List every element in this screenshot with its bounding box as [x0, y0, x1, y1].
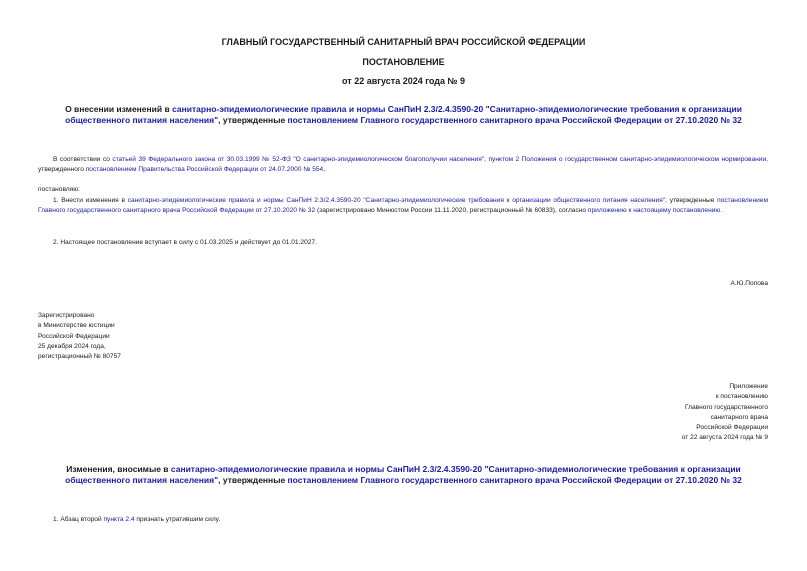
registration-line: 25 декабря 2024 года, — [38, 342, 106, 350]
appendix-resolution-link[interactable]: постановлением Главного государственного санитарного врача Российской Федерации от 27.10.2020 № 32 — [287, 475, 742, 485]
item-1-paragraph — [38, 196, 768, 216]
change-1-paragraph — [38, 515, 768, 525]
appendix-sanpin-link[interactable]: санитарно-эпидемиологические правила и нормы СанПиН 2.3/2.4.3590-20 "Санитарно-эпидемиологические требования к организации общественного питания населения" — [65, 464, 741, 485]
registration-line: в Министерстве юстиции — [38, 322, 115, 330]
appendix-link[interactable]: приложению к настоящему постановлению — [587, 207, 721, 214]
item1-text-4: . — [720, 207, 723, 214]
title-prefix: О внесении изменений в — [65, 104, 173, 114]
doc-type-heading: ПОСТАНОВЛЕНИЕ — [362, 57, 445, 67]
change1-text-2: признать утратившим силу. — [134, 516, 221, 523]
item-2-paragraph: 2. Настоящее постановление вступает в силу с 01.03.2025 и действует до 01.01.2027. — [53, 239, 317, 246]
appendix-note-line: санитарного врача — [710, 413, 768, 421]
government-decree-link[interactable]: постановлением Правительства Российской Федерации от 24.07.2000 № 554 — [85, 166, 324, 173]
document-title — [40, 104, 767, 126]
appendix-note-line: от 22 августа 2024 года № 9 — [681, 434, 768, 442]
registration-block — [38, 311, 121, 362]
title-middle: , утвержденные — [218, 115, 288, 125]
change1-text-1: 1. Абзац второй — [53, 516, 104, 523]
registration-line: Зарегистрировано — [38, 312, 95, 319]
appendix-note-line: Российской Федерации — [696, 424, 768, 432]
appendix-note-line: Главного государственного — [684, 403, 768, 411]
item1-text-3: (зарегистрировано Минюстом России 11.11.2020, регистрационный № 60833), согласно — [315, 207, 588, 214]
appendix-note-line: Приложение — [729, 383, 768, 390]
preamble-paragraph — [38, 155, 768, 175]
item1-text-1: 1. Внести изменения в — [53, 197, 128, 204]
regulation-link[interactable]: пунктом 2 Положения о государственном санитарно-эпидемиологическом нормировании — [488, 156, 767, 163]
sanpin-link[interactable]: санитарно-эпидемиологические правила и нормы СанПиН 2.3/2.4.3590-20 "Санитарно-эпидемиологические требования к организации общественного питания населения" — [65, 104, 742, 125]
preamble-text-3: , утвержденного — [38, 156, 768, 173]
federal-law-link[interactable]: статьей 39 Федерального закона от 30.03.1999 № 52-ФЗ "О санитарно-эпидемиологическом благополучии населения" — [112, 156, 485, 163]
preamble-text-2: , — [484, 156, 489, 163]
appendix-note — [682, 382, 768, 444]
registration-line: регистрационный № 80757 — [38, 353, 121, 361]
doc-date-heading: от 22 августа 2024 года № 9 — [342, 76, 465, 86]
clause-2-4-link[interactable]: пункта 2.4 — [103, 516, 135, 523]
signature: А.Ю.Попова — [730, 280, 768, 287]
resolution-link[interactable]: постановлением Главного государственного санитарного врача Российской Федерации от 27.10.2020 № 32 — [287, 115, 742, 125]
appendix-title — [40, 464, 767, 486]
appendix-title-middle: , утвержденные — [218, 475, 288, 485]
registration-line: Российской Федерации — [38, 332, 110, 340]
authority-heading: ГЛАВНЫЙ ГОСУДАРСТВЕННЫЙ САНИТАРНЫЙ ВРАЧ РОССИЙСКОЙ ФЕДЕРАЦИИ — [221, 37, 586, 47]
resolved-label: постановляю: — [38, 186, 81, 193]
item1-resolution-link[interactable]: постановлением Главного государственного санитарного врача Российской Федерации от 27.10.2020 № 32 — [38, 197, 768, 214]
appendix-title-prefix: Изменения, вносимые в — [66, 464, 171, 474]
item1-text-2: , утвержденные — [665, 197, 718, 204]
item1-sanpin-link[interactable]: санитарно-эпидемиологические правила и нормы СанПиН 2.3/2.4.3590-20 "Санитарно-эпидемиологические требования к организации общественного питания населения" — [127, 197, 666, 204]
preamble-text-4: , — [323, 166, 326, 173]
appendix-note-line: к постановлению — [715, 393, 768, 401]
preamble-text-1: В соответствии со — [53, 156, 113, 163]
